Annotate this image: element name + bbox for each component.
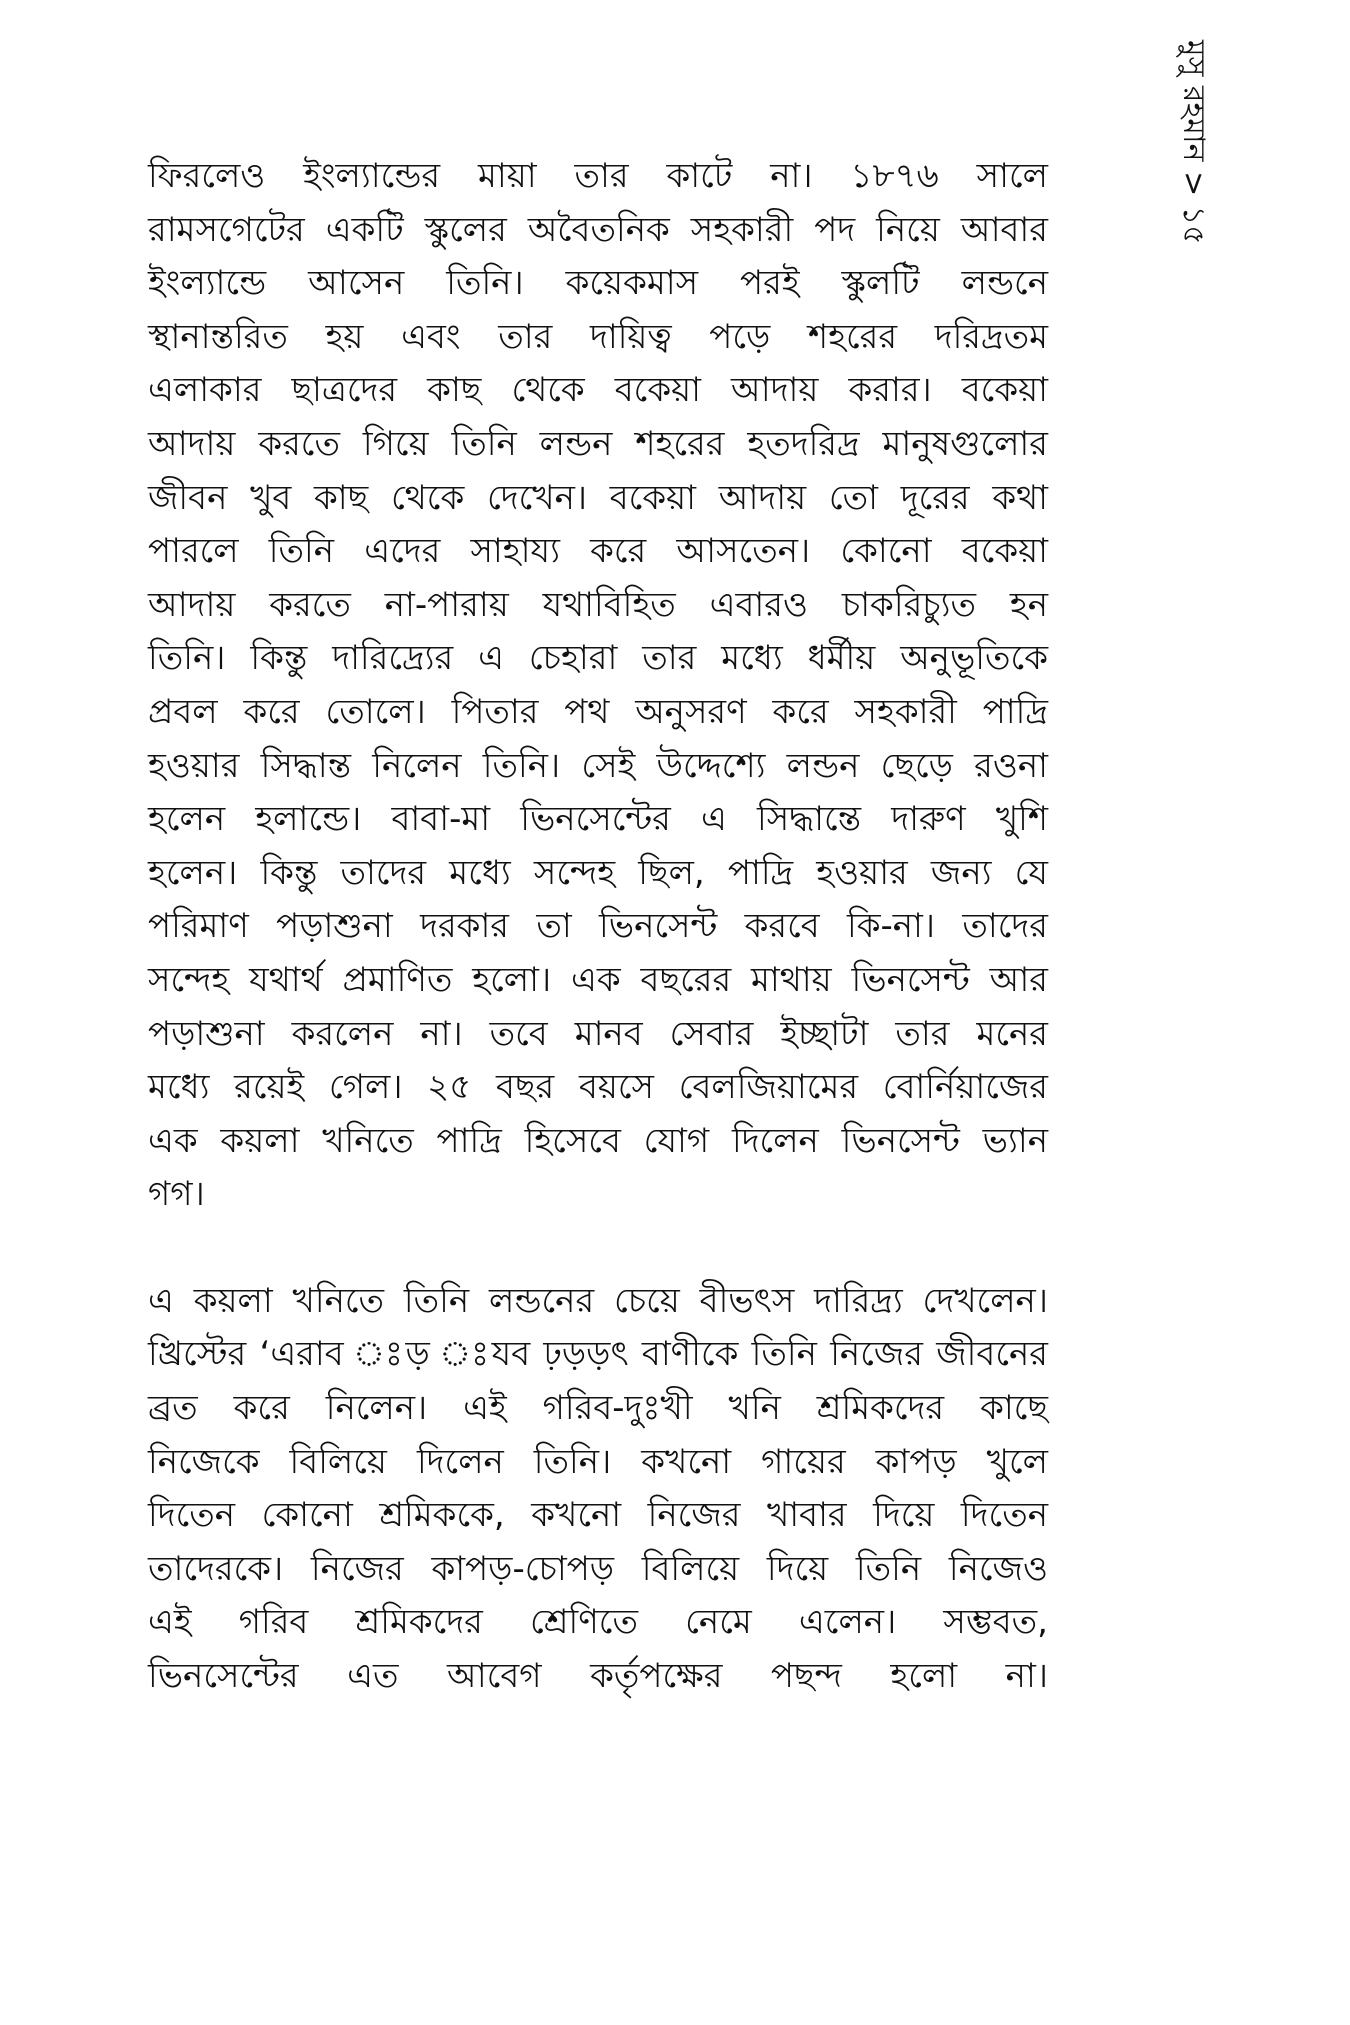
text-line: এলাকার ছাত্রদের কাছ থেকে বকেয়া আদায় করার। বকেয়া [148, 370, 1048, 411]
text-line: পড়াশুনা করলেন না। তবে মানব সেবার ইচ্ছাটা তার মনের [148, 1013, 1048, 1054]
text-line: এক কয়লা খনিতে পাদ্রি হিসেবে যোগ দিলেন ভিনসেন্ট ভ্যান [148, 1120, 1048, 1161]
text-line: রামসগেটের একটি স্কুলের অবৈতনিক সহকারী পদ নিয়ে আবার [148, 209, 1048, 250]
text-line: ভিনসেন্টের এত আবেগ কর্তৃপক্ষের পছন্দ হলো না। [148, 1656, 1048, 1697]
text-line: হলেন। কিন্তু তাদের মধ্যে সন্দেহ ছিল, পাদ্রি হওয়ার জন্য যে [148, 852, 1048, 893]
text-line: এই গরিব শ্রমিকদের শ্রেণিতে নেমে এলেন। সম্ভবত, [148, 1602, 1048, 1643]
text-line: ফিরলেও ইংল্যান্ডের মায়া তার কাটে না। ১৮৭৬ সালে [148, 156, 1048, 196]
text-line: পারলে তিনি এদের সাহায্য করে আসতেন। কোনো বকেয়া [148, 531, 1048, 572]
text-line: তাদেরকে। নিজের কাপড়-চোপড় বিলিয়ে দিয়ে তিনি নিজেও [148, 1548, 1048, 1589]
text-line: সন্দেহ যথার্থ প্রমাণিত হলো। এক বছরের মাথায় ভিনসেন্ট আর [148, 959, 1048, 1000]
text-line: এ কয়লা খনিতে তিনি লন্ডনের চেয়ে বীভৎস দারিদ্র্য দেখলেন। [148, 1280, 1048, 1321]
text-line: জীবন খুব কাছ থেকে দেখেন। বকেয়া আদায় তো দূরের কথা [148, 477, 1048, 518]
text-line: গগ। [148, 1174, 205, 1215]
text-line: আদায় করতে গিয়ে তিনি লন্ডন শহরের হতদরিদ্র মানুষগুলোর [148, 423, 1048, 464]
text-line: আদায় করতে না-পারায় যথাবিহিত এবারও চাকরিচ্যুত হন [148, 584, 1048, 625]
text-line: ইংল্যান্ডে আসেন তিনি। কয়েকমাস পরই স্কুলটি লন্ডনে [148, 263, 1048, 304]
text-line: দিতেন কোনো শ্রমিককে, কখনো নিজের খাবার দিয়ে দিতেন [148, 1495, 1048, 1536]
text-line: তিনি। কিন্তু দারিদ্র্যের এ চেহারা তার মধ্যে ধর্মীয় অনুভূতিকে [148, 638, 1048, 679]
paragraph-1 [148, 150, 1048, 1222]
text-line: স্থানান্তরিত হয় এবং তার দায়িত্ব পড়ে শহরের দরিদ্রতম [148, 316, 1048, 357]
text-line: হলেন হলান্ডে। বাবা-মা ভিনসেন্টের এ সিদ্ধান্তে দারুণ খুশি [148, 799, 1048, 840]
text-line: হওয়ার সিদ্ধান্ত নিলেন তিনি। সেই উদ্দেশ্যে লন্ডন ছেড়ে রওনা [148, 745, 1048, 786]
paragraph-gap [148, 1222, 1048, 1275]
paragraph-2 [148, 1275, 1048, 1704]
text-line: খ্রিস্টের ‘এরাব ঃড় ঃযব ঢ়ড়ড়ৎ বাণীকে তিনি নিজের জীবনের [148, 1334, 1048, 1375]
body-text [148, 150, 1048, 1704]
running-head: মুসু রহমান > ১৫ [1176, 40, 1211, 245]
text-line: পরিমাণ পড়াশুনা দরকার তা ভিনসেন্ট করবে কি-না। তাদের [148, 906, 1048, 947]
text-line: নিজেকে বিলিয়ে দিলেন তিনি। কখনো গায়ের কাপড় খুলে [148, 1441, 1048, 1482]
text-line: প্রবল করে তোলে। পিতার পথ অনুসরণ করে সহকারী পাদ্রি [148, 691, 1048, 732]
text-line: মধ্যে রয়েই গেল। ২৫ বছর বয়সে বেলজিয়ামের বোর্নিয়াজের [148, 1067, 1048, 1108]
text-line: ব্রত করে নিলেন। এই গরিব-দুঃখী খনি শ্রমিকদের কাছে [148, 1388, 1048, 1429]
